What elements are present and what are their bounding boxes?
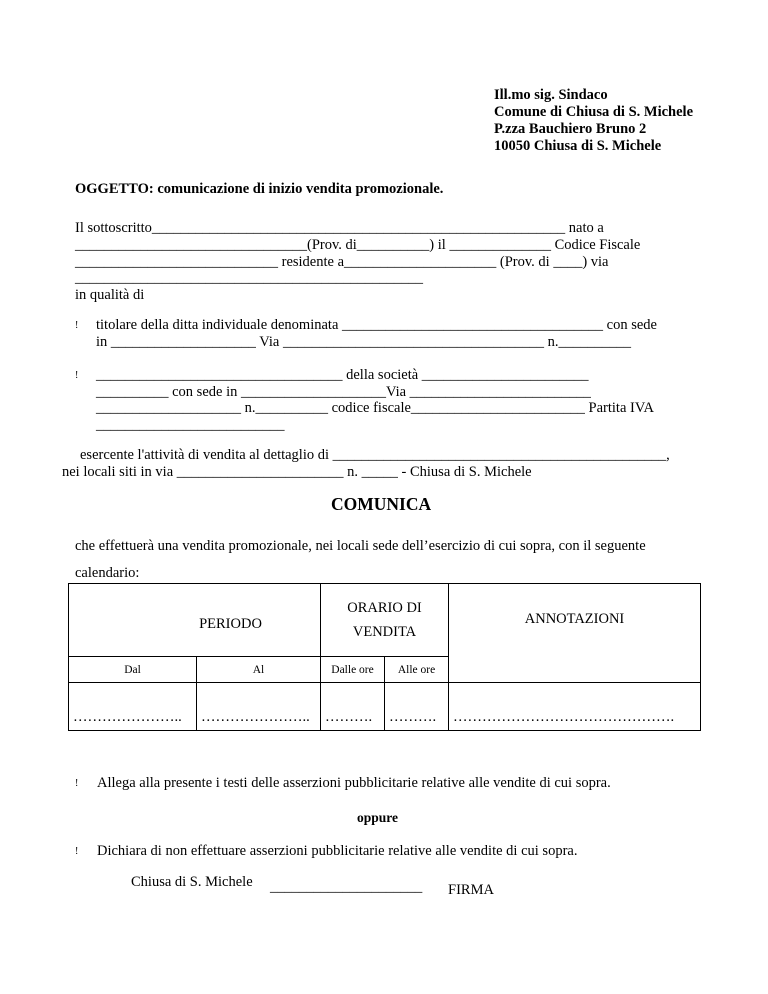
activity-line-2: nei locali siti in via _______________________ n. _____ - Chiusa di S. Michele [62,464,532,480]
activity-line-1: esercente l'attività di vendita al dettaglio di ______________________________________________, [80,447,670,463]
dalle-ore-cell: ………. [321,683,385,731]
orario-header [321,584,449,657]
option-b-line-1: __________________________________ della società _______________________ [96,367,589,383]
al-cell: ………………….. [197,683,321,731]
choice-1-bullet: ! [75,778,79,789]
intro-line-5: in qualità di [75,287,145,303]
body-line-1: che effettuerà una vendita promozionale, nei locali sede dell’esercizio di cui sopra, con il seguente [75,538,646,554]
periodo-label: PERIODO [199,615,262,632]
comunica-heading: COMUNICA [331,494,432,514]
signature-line: _____________________ [270,879,423,895]
option-a-line-1: titolare della ditta individuale denominata ____________________________________ con sede [96,317,657,333]
intro-line-3: ____________________________ residente a_____________________ (Prov. di ____) via [75,254,609,270]
intro-line-2: ________________________________(Prov. di__________) il ______________ Codice Fiscale [75,237,641,253]
orario-label-1: ORARIO DI [347,600,422,616]
recipient-line-2: Comune di Chiusa di S. Michele [494,104,693,120]
option-b-line-4: __________________________ [96,417,285,433]
place-label: Chiusa di S. Michele [131,874,253,890]
alle-ore-cell: ………. [385,683,449,731]
choice-2-text: Dichiara di non effettuare asserzioni pubblicitarie relative alle vendite di cui sopra. [97,843,578,859]
dal-cell: ………………….. [69,683,197,731]
oppure-label: oppure [357,810,399,825]
annotazioni-header [449,584,701,683]
option-a-line-2: in ____________________ Via ____________________________________ n.__________ [96,334,631,350]
recipient-address [494,87,693,155]
annotazioni-cell: ………………………………………. [449,683,701,731]
option-b-bullet: ! [75,370,79,381]
periodo-header [69,584,321,657]
choice-1-text: Allega alla presente i testi delle asserzioni pubblicitarie relative alle vendite di cui sopra. [97,775,611,791]
annotazioni-label: ANNOTAZIONI [524,611,625,627]
option-b-line-2: __________ con sede in ____________________Via _________________________ [96,384,591,400]
option-b-line-3: ____________________ n.__________ codice fiscale________________________ Partita IVA [96,400,654,416]
intro-line-4: ________________________________________________ [75,270,423,286]
choice-2-bullet: ! [75,846,79,857]
firma-label: FIRMA [448,882,494,898]
calendar-table [68,583,701,731]
option-a-bullet: ! [75,320,79,331]
recipient-line-1: Ill.mo sig. Sindaco [494,87,608,103]
subject: OGGETTO: comunicazione di inizio vendita promozionale. [75,181,444,197]
alle-ore-header: Alle ore [385,657,449,683]
orario-label-2: VENDITA [352,624,417,640]
recipient-line-4: 10050 Chiusa di S. Michele [494,138,662,154]
intro-line-1: Il sottoscritto_________________________________________________________ nato a [75,220,604,236]
recipient-line-3: P.zza Bauchiero Bruno 2 [494,121,647,137]
dal-header: Dal [69,657,197,683]
dalle-ore-header: Dalle ore [321,657,385,683]
al-header: Al [197,657,321,683]
body-line-2: calendario: [75,565,140,581]
